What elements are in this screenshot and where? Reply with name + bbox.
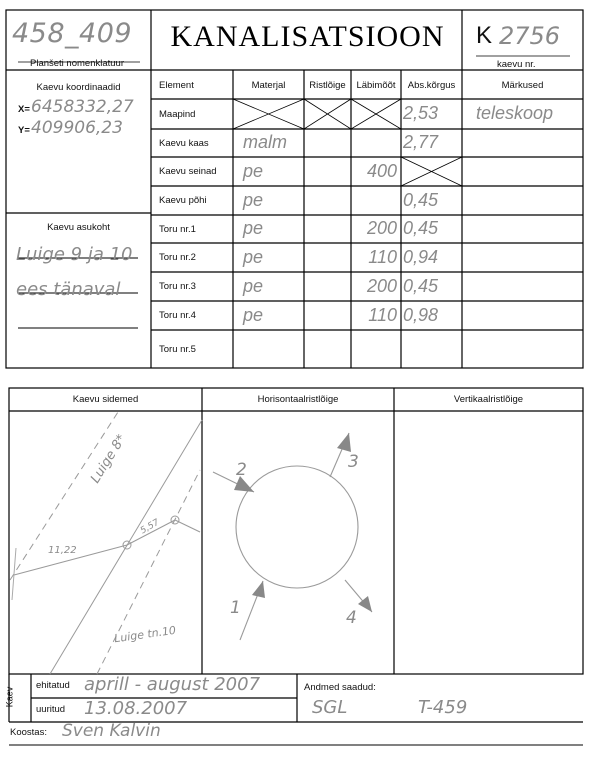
table-cell-material: pe — [243, 160, 264, 181]
table-cell-diameter: 110 — [368, 246, 397, 267]
table-cell-material: pe — [243, 304, 264, 325]
coordinates-label: Kaevu koordinaadid — [36, 82, 121, 93]
table-header-cell: Ristlõige — [309, 80, 346, 91]
table-cell-diameter: 200 — [366, 218, 397, 238]
table-cell-height: 0,45 — [403, 275, 439, 296]
y-value: 409906,23 — [31, 118, 123, 138]
table-element-label: Kaevu seinad — [159, 166, 217, 177]
y-prefix: Y= — [18, 125, 30, 136]
x-value: 6458332,27 — [31, 97, 134, 117]
kaev-label: Kaev — [4, 686, 15, 708]
pipe2-label: 2 — [236, 460, 247, 480]
table-header-cell: Element — [159, 80, 194, 91]
table-cell-notes: teleskoop — [476, 103, 554, 123]
table-header-cell: Läbimõõt — [356, 80, 396, 91]
table-element-label: Kaevu põhi — [159, 195, 207, 206]
table-cell-material: pe — [243, 189, 264, 210]
table-cell-height: 0,98 — [403, 304, 439, 325]
street1-label: Luige 8* — [88, 431, 130, 486]
table-cell-diameter: 110 — [368, 304, 397, 325]
well-label: kaevu nr. — [497, 59, 536, 70]
ties-heading: Kaevu sidemed — [72, 394, 139, 405]
distance2-label: 5,57 — [138, 517, 162, 537]
table-element-label: Toru nr.2 — [159, 252, 196, 263]
author-label: Koostas: — [10, 727, 47, 738]
location-label: Kaevu asukoht — [47, 222, 110, 233]
data-source-label: Andmed saadud: — [304, 682, 376, 693]
street2-label: Luige tn.10 — [113, 623, 177, 646]
table-element-label: Toru nr.3 — [159, 281, 196, 292]
table-cell-height: 0,45 — [403, 218, 439, 238]
well-prefix: K — [476, 22, 493, 49]
distance1-label: 11,22 — [48, 545, 77, 556]
table-cell-material: malm — [243, 132, 287, 152]
pipe1-label: 1 — [230, 598, 241, 618]
table-element-label: Toru nr.1 — [159, 223, 196, 235]
table-cell-diameter: 400 — [366, 160, 397, 181]
table-element-label: Toru nr.4 — [159, 310, 196, 321]
table-cell-material: pe — [243, 218, 264, 238]
page-title: KANALISATSIOON — [170, 20, 445, 53]
author-value: Sven Kalvin — [62, 721, 161, 741]
table-header-cell: Abs.kõrgus — [407, 80, 456, 91]
table-cell-height: 0,94 — [403, 246, 439, 267]
well-number: 2756 — [499, 22, 561, 50]
location-line1: Luige 9 ja 10 — [16, 244, 133, 265]
table-cell-diameter: 200 — [366, 275, 397, 296]
table-header-cell: Märkused — [501, 80, 544, 91]
sheet-number: 458_409 — [12, 18, 133, 49]
sheet-label: Planšeti nomenklatuur — [30, 58, 124, 69]
table-cell-material: pe — [243, 246, 264, 267]
data-source-value1: SGL — [312, 697, 348, 718]
table-header-cell: Materjal — [251, 80, 286, 91]
built-value: aprill - august 2007 — [84, 674, 261, 695]
vertical-heading: Vertikaalristlõige — [453, 394, 524, 405]
table-cell-height: 2,77 — [403, 132, 439, 152]
table-cell-height: 0,45 — [403, 189, 439, 210]
data-source-value2: T-459 — [418, 697, 468, 718]
horizontal-heading: Horisontaalristlõige — [257, 394, 339, 405]
table-element-label: Toru nr.5 — [159, 343, 196, 355]
table-cell-height: 2,53 — [403, 103, 439, 123]
surveyed-label: uuritud — [36, 704, 66, 715]
surveyed-value: 13.08.2007 — [84, 698, 188, 719]
pipe3-label: 3 — [348, 452, 359, 472]
table-element-label: Maapind — [159, 108, 196, 120]
location-line2: ees tänaval — [16, 279, 121, 300]
table-element-label: Kaevu kaas — [159, 137, 209, 149]
x-prefix: X= — [18, 104, 30, 115]
table-cell-material: pe — [243, 275, 264, 296]
pipe4-label: 4 — [346, 608, 357, 628]
built-label: ehitatud — [36, 680, 70, 691]
